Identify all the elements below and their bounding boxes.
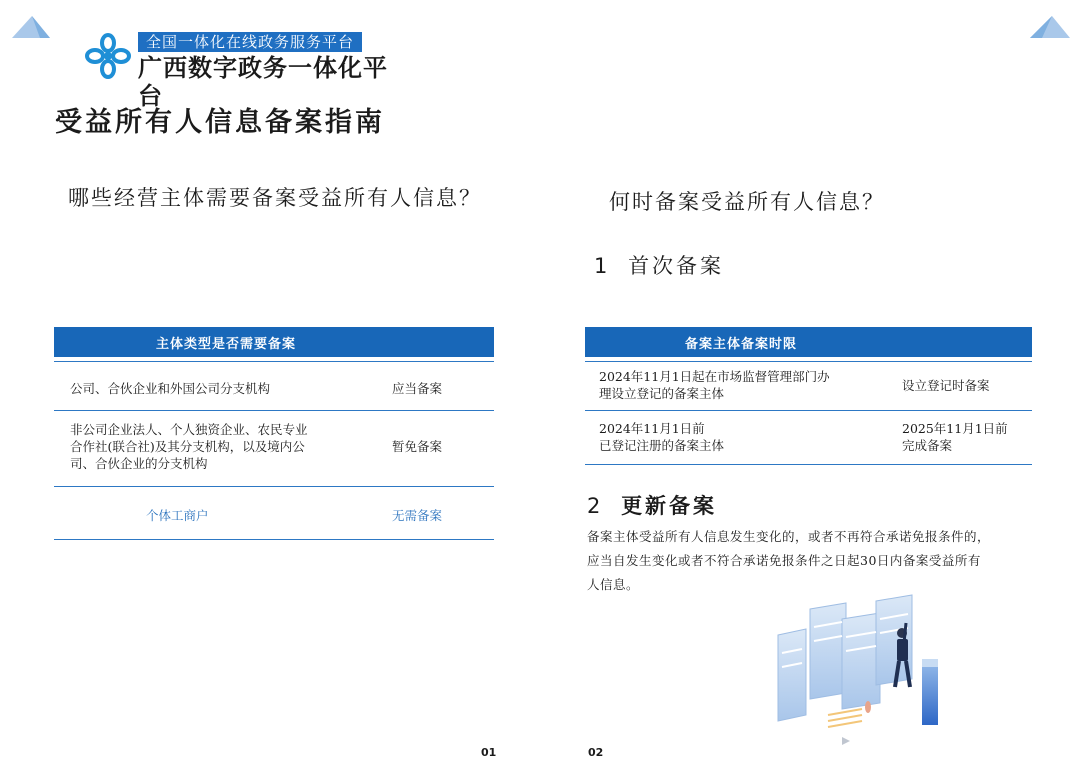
platform-title: 广西数字政务一体化平台 [138,54,388,110]
section-title: 首次备案 [628,254,725,278]
entity-type: 个体工商户 [146,508,209,523]
corner-decoration-left [12,14,52,40]
table-row [585,411,1032,465]
page-title: 受益所有人信息备案指南 [55,107,385,138]
entity-type-line: 司、合伙企业的分支机构 [70,456,208,471]
right-question: 何时备案受益所有人信息？ [609,190,885,214]
paragraph-line: 应当自发生变化或者不符合承诺免报条件之日起30日内备案受益所有 [587,553,981,568]
table-header-label: 主体类型是否需要备案 [156,336,297,352]
platform-subtitle: 全国一体化在线政务服务平台 [138,32,362,52]
section-title: 更新备案 [621,493,718,518]
subject-line: 理设立登记的备案主体 [599,386,725,401]
snowflake-logo-icon [84,32,132,80]
entity-type-line: 合作社(联合社)及其分支机构，以及境内公 [70,439,305,454]
page-number-left: 01 [481,746,497,759]
table-row [54,487,494,540]
entity-type: 公司、合伙企业和外国公司分支机构 [70,381,271,396]
table-header [585,327,1032,357]
filing-status: 无需备案 [392,508,443,523]
table-row [54,411,494,487]
filing-status: 应当备案 [392,381,443,396]
corner-decoration-right [1028,14,1072,40]
subject-line: 已登记注册的备案主体 [599,438,725,453]
page-number-right: 02 [588,746,604,759]
subject-line: 2024年11月1日起在市场监督管理部门办 [599,369,830,384]
filing-deadline-table [585,327,1032,465]
section-number: 1 [594,254,611,278]
subject-line: 2024年11月1日前 [599,421,705,436]
table-row [585,362,1032,411]
section-heading-first-filing [594,250,724,280]
paragraph-line: 备案主体受益所有人信息发生变化的，或者不再符合承诺免报条件的， [587,529,991,544]
entity-type-table [54,327,494,540]
paragraph-line: 人信息。 [587,577,640,592]
table-row [54,362,494,411]
table-header-label: 备案主体备案时限 [685,336,798,352]
platform-logo [84,30,404,110]
deadline-line: 完成备案 [902,438,953,453]
filing-status: 暂免备案 [392,439,443,454]
deadline-line: 设立登记时备案 [902,378,990,393]
person-with-screens-illustration [770,575,950,750]
section-number: 2 [587,494,604,518]
section-heading-update-filing [587,490,717,520]
left-question: 哪些经营主体需要备案受益所有人信息？ [68,186,482,210]
deadline-line: 2025年11月1日前 [902,421,1008,436]
entity-type-line: 非公司企业法人、个人独资企业、农民专业 [70,422,308,437]
table-header [54,327,494,357]
